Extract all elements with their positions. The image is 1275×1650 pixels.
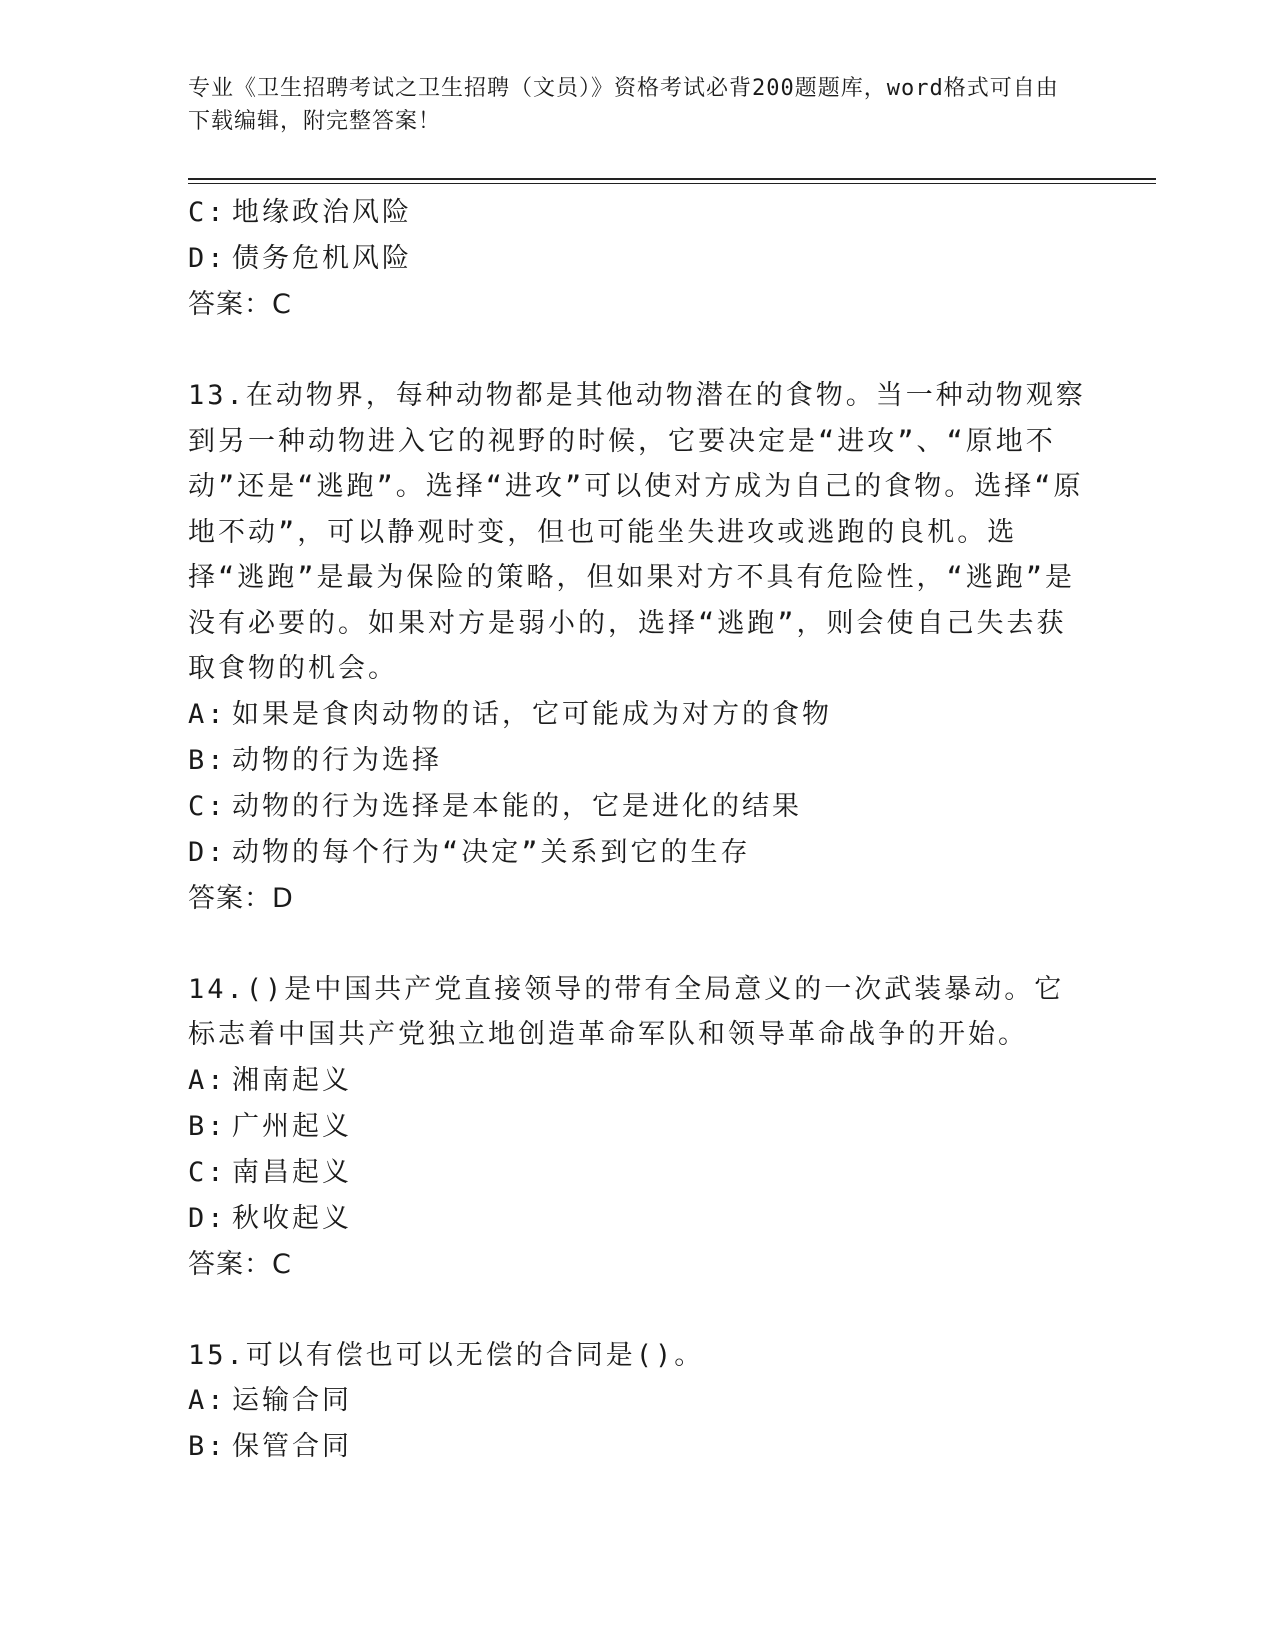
option-label: B: <box>188 744 227 776</box>
option-text: 保管合同 <box>232 1431 352 1462</box>
answer-line: 答案：C <box>188 1248 292 1280</box>
option-text: 秋收起义 <box>232 1202 352 1234</box>
option-d <box>188 830 1088 876</box>
question-stem: 13.在动物界，每种动物都是其他动物潜在的食物。当一种动物观察到另一种动物进入它的视野的时候，它要决定是“进攻”、“原地不动”还是“逃跑”。选择“进攻”可以使对方成为自己的食物。选择“原地不动”，可以静观时变，但也可能坐失进攻或逃跑的良机。选择“逃跑”是最为保险的策略，但如果对方不具有危险性，“逃跑”是没有必要的。如果对方是弱小的，选择“逃跑”，则会使自己失去获取食物的机会。 <box>188 380 1086 684</box>
option-text: 湘南起义 <box>232 1064 352 1096</box>
option-text: 动物的行为选择 <box>232 744 442 776</box>
option-label: A: <box>188 698 227 730</box>
option-c <box>188 1150 1088 1196</box>
option-text: 如果是食肉动物的话，它可能成为对方的食物 <box>232 698 832 730</box>
option-label: A: <box>188 1385 227 1416</box>
option-label: C: <box>188 790 227 822</box>
option-text: 运输合同 <box>232 1385 352 1416</box>
option-label: A: <box>188 1064 227 1096</box>
prev-question <box>188 190 1088 328</box>
option-label: B: <box>188 1110 227 1142</box>
option-a <box>188 692 1088 738</box>
question-14 <box>188 967 1088 1288</box>
option-text: 地缘政治风险 <box>232 197 412 228</box>
option-text: 广州起义 <box>232 1110 352 1142</box>
header-divider <box>188 178 1156 184</box>
option-label: C: <box>188 1156 227 1188</box>
option-text: 债务危机风险 <box>232 243 412 274</box>
answer-line: 答案：C <box>188 289 292 320</box>
option-text: 南昌起义 <box>232 1156 352 1188</box>
option-a <box>188 1058 1088 1104</box>
question-stem: 15.可以有偿也可以无偿的合同是()。 <box>188 1339 705 1371</box>
option-d <box>188 236 1088 282</box>
page-header: 专业《卫生招聘考试之卫生招聘（文员）》资格考试必背200题题库，word格式可自由下载编辑，附完整答案！ <box>188 76 1059 134</box>
option-c <box>188 190 1088 236</box>
option-c <box>188 784 1088 830</box>
option-text: 动物的每个行为“决定”关系到它的生存 <box>232 836 751 868</box>
option-label: D: <box>188 1202 227 1234</box>
option-label: D: <box>188 836 227 868</box>
option-label: D: <box>188 243 227 274</box>
question-15 <box>188 1333 1088 1471</box>
option-text: 动物的行为选择是本能的，它是进化的结果 <box>232 790 802 822</box>
option-d <box>188 1196 1088 1242</box>
answer-line: 答案：D <box>188 882 294 914</box>
option-label: B: <box>188 1431 227 1462</box>
option-b <box>188 1424 1088 1470</box>
option-b <box>188 738 1088 784</box>
option-label: C: <box>188 197 227 228</box>
option-a <box>188 1378 1088 1424</box>
option-b <box>188 1104 1088 1150</box>
question-content <box>188 190 1088 1470</box>
question-13 <box>188 373 1088 922</box>
question-stem: 14.()是中国共产党直接领导的带有全局意义的一次武装暴动。它标志着中国共产党独立地创造革命军队和领导革命战争的开始。 <box>188 973 1065 1050</box>
